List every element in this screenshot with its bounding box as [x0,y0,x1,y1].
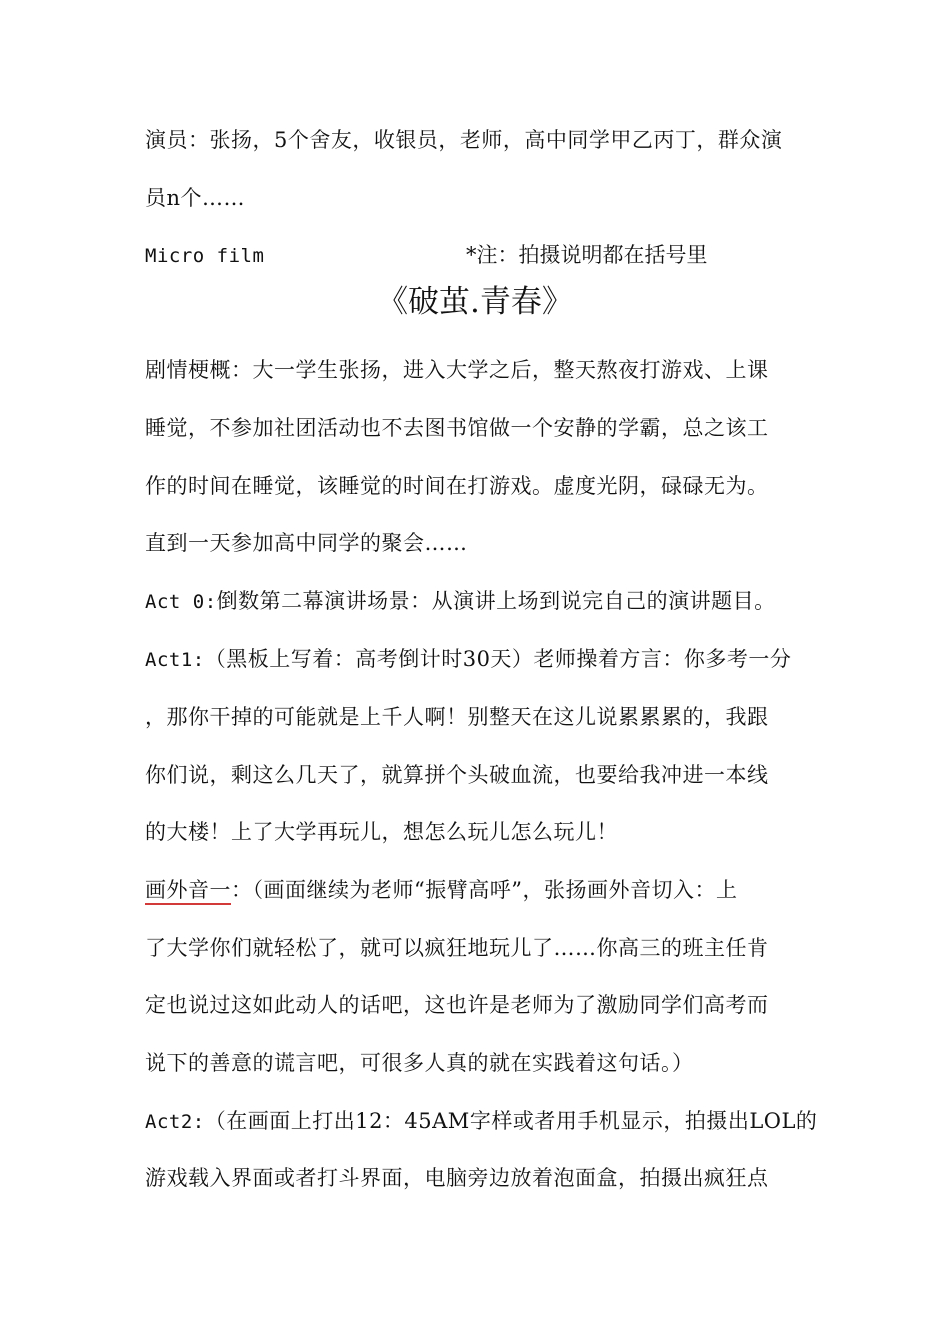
shooting-note: *注：拍摄说明都在括号里 [466,243,708,267]
act0-prefix: Act 0: [145,591,217,613]
act2-line-2: 游戏载入界面或者打斗界面，电脑旁边放着泡面盒，拍摄出疯狂点 [145,1166,769,1190]
voiceover-text-1: ：（画面继续为老师“振臂高呼”，张扬画外音切入：上 [231,878,738,902]
voiceover-line-2: 了大学你们就轻松了，就可以疯狂地玩儿了……你高三的班主任肯 [145,936,769,960]
cast-line-1: 演员：张扬，5个舍友，收银员，老师，高中同学甲乙丙丁，群众演 [145,128,783,152]
page-title: 《破茧.青春》 [377,284,573,320]
synopsis-line-4: 直到一天参加高中同学的聚会…… [145,531,468,555]
voiceover-line-3: 定也说过这如此动人的话吧，这也许是老师为了激励同学们高考而 [145,993,769,1017]
act1-line-2: ，那你干掉的可能就是上千人啊！别整天在这儿说累累累的，我跟 [145,705,769,729]
micro-film-label: Micro film [145,245,265,267]
cast-line-2: 员n个…… [145,186,246,210]
act1-prefix: Act1: [145,649,205,671]
synopsis-line-2: 睡觉，不参加社团活动也不去图书馆做一个安静的学霸，总之该工 [145,416,769,440]
act1-text-1: （黑板上写着：高考倒计时30天）老师操着方言：你多考一分 [204,647,792,671]
act2-prefix: Act2: [145,1111,205,1133]
act2-line-1 [145,1107,817,1136]
synopsis-line-1: 剧情梗概：大一学生张扬，进入大学之后，整天熬夜打游戏、上课 [145,358,769,382]
voiceover-line-4: 说下的善意的谎言吧，可很多人真的就在实践着这句话。） [145,1051,694,1075]
act1-line-3: 你们说，剩这么几天了，就算拼个头破血流，也要给我冲进一本线 [145,763,769,787]
act1-line-1 [145,645,791,674]
synopsis-line-3: 作的时间在睡觉，该睡觉的时间在打游戏。虚度光阴，碌碌无为。 [145,474,769,498]
act0-text: 倒数第二幕演讲场景：从演讲上场到说完自己的演讲题目。 [216,589,776,613]
act0-line [145,587,776,616]
act1-line-4: 的大楼！上了大学再玩儿，想怎么玩儿怎么玩儿！ [145,820,618,844]
voiceover-label: 画外音一 [145,878,231,902]
act2-text-1: （在画面上打出12：45AM字样或者用手机显示，拍摄出LOL的 [204,1109,818,1133]
voiceover-line-1 [145,876,737,904]
